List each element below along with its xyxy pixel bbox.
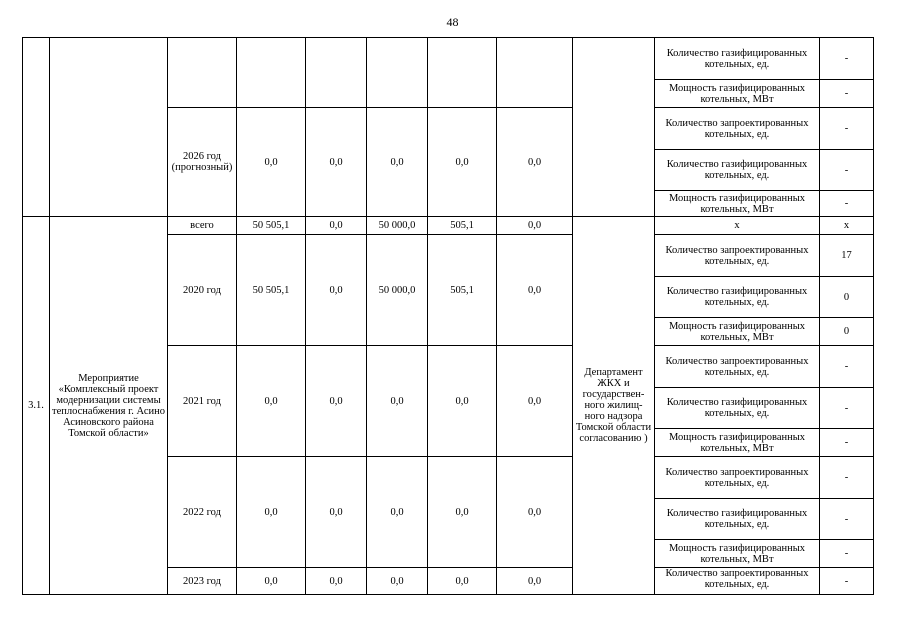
value-cell: 0,0 (497, 217, 573, 235)
indicator-label: Мощность газифицированных котельных, МВт (655, 80, 820, 108)
name-cell-empty (50, 38, 168, 217)
indicator-label: Количество запроектированных котельных, ед. (655, 346, 820, 388)
table-row (23, 217, 874, 235)
year-label: 2021 год (168, 346, 237, 457)
indicator-value: 17 (820, 235, 874, 277)
indicator-value: - (820, 191, 874, 217)
indicator-label: Количество газифицированных котельных, ед. (655, 277, 820, 318)
value-cell: 0,0 (237, 568, 306, 595)
value-cell: 50 505,1 (237, 217, 306, 235)
value-cell-empty (306, 38, 367, 108)
value-cell: 0,0 (367, 568, 428, 595)
value-cell: 0,0 (367, 346, 428, 457)
value-cell: 0,0 (367, 457, 428, 568)
value-cell: 0,0 (428, 108, 497, 217)
indicator-value: - (820, 457, 874, 499)
total-label: всего (168, 217, 237, 235)
indicator-value: - (820, 150, 874, 191)
item-name: Мероприятие «Комплексный проект модернизации системы теплоснабжения г. Асино Асиновского района Томской области» (50, 217, 168, 595)
indicator-label: x (655, 217, 820, 235)
value-cell: 0,0 (237, 457, 306, 568)
indicator-label: Количество газифицированных котельных, ед. (655, 388, 820, 429)
value-cell: 0,0 (428, 457, 497, 568)
item-number: 3.1. (23, 217, 50, 595)
indicator-value: - (820, 108, 874, 150)
value-cell-empty (367, 38, 428, 108)
indicator-label: Количество запроектированных котельных, ед. (655, 457, 820, 499)
value-cell-empty (497, 38, 573, 108)
table-row (23, 38, 874, 80)
year-label: 2023 год (168, 568, 237, 595)
value-cell: 0,0 (237, 108, 306, 217)
value-cell: 0,0 (497, 108, 573, 217)
value-cell: 0,0 (306, 108, 367, 217)
indicator-label: Количество запроектированных котельных, ед. (655, 108, 820, 150)
program-activities-table (22, 37, 874, 595)
value-cell: 50 000,0 (367, 217, 428, 235)
indicator-label: Мощность газифицированных котельных, МВт (655, 540, 820, 568)
value-cell: 0,0 (306, 235, 367, 346)
year-label: 2020 год (168, 235, 237, 346)
indicator-value: 0 (820, 318, 874, 346)
value-cell: 0,0 (306, 346, 367, 457)
indicator-label: Мощность газифицированных котельных, МВт (655, 318, 820, 346)
value-cell: 0,0 (428, 346, 497, 457)
indicator-label: Количество запроектированных котельных, ед. (655, 235, 820, 277)
value-cell: 0,0 (497, 235, 573, 346)
value-cell: 0,0 (306, 457, 367, 568)
value-cell: 0,0 (497, 568, 573, 595)
value-cell: 0,0 (237, 346, 306, 457)
value-cell: 0,0 (367, 108, 428, 217)
indicator-label: Количество запроектированных котельных, ед. (655, 568, 820, 595)
indicator-value: - (820, 568, 874, 595)
value-cell: 0,0 (306, 217, 367, 235)
indicator-value: - (820, 80, 874, 108)
value-cell: 0,0 (428, 568, 497, 595)
number-cell-empty (23, 38, 50, 217)
indicator-value: - (820, 540, 874, 568)
indicator-value: - (820, 499, 874, 540)
indicator-label: Количество газифицированных котельных, ед. (655, 499, 820, 540)
indicator-label: Мощность газифицированных котельных, МВт (655, 191, 820, 217)
value-cell: 50 505,1 (237, 235, 306, 346)
value-cell: 50 000,0 (367, 235, 428, 346)
indicator-value: x (820, 217, 874, 235)
indicator-label: Количество газифицированных котельных, ед. (655, 38, 820, 80)
indicator-label: Количество газифицированных котельных, ед. (655, 150, 820, 191)
indicator-value: - (820, 346, 874, 388)
indicator-value: - (820, 388, 874, 429)
value-cell: 0,0 (497, 457, 573, 568)
indicator-value: - (820, 429, 874, 457)
indicator-label: Мощность газифицированных котельных, МВт (655, 429, 820, 457)
value-cell: 505,1 (428, 217, 497, 235)
year-label: 2022 год (168, 457, 237, 568)
responsible-cell-empty (573, 38, 655, 217)
page-number: 48 (446, 15, 459, 29)
value-cell-empty (428, 38, 497, 108)
value-cell-empty (237, 38, 306, 108)
year-cell-empty (168, 38, 237, 108)
responsible-executor: Департамент ЖКХ и государствен-ного жилищ-ного надзора Томской области согласованию ) (573, 217, 655, 595)
indicator-value: - (820, 38, 874, 80)
value-cell: 0,0 (306, 568, 367, 595)
year-label: 2026 год (прогнозный) (168, 108, 237, 217)
indicator-value: 0 (820, 277, 874, 318)
value-cell: 0,0 (497, 346, 573, 457)
value-cell: 505,1 (428, 235, 497, 346)
